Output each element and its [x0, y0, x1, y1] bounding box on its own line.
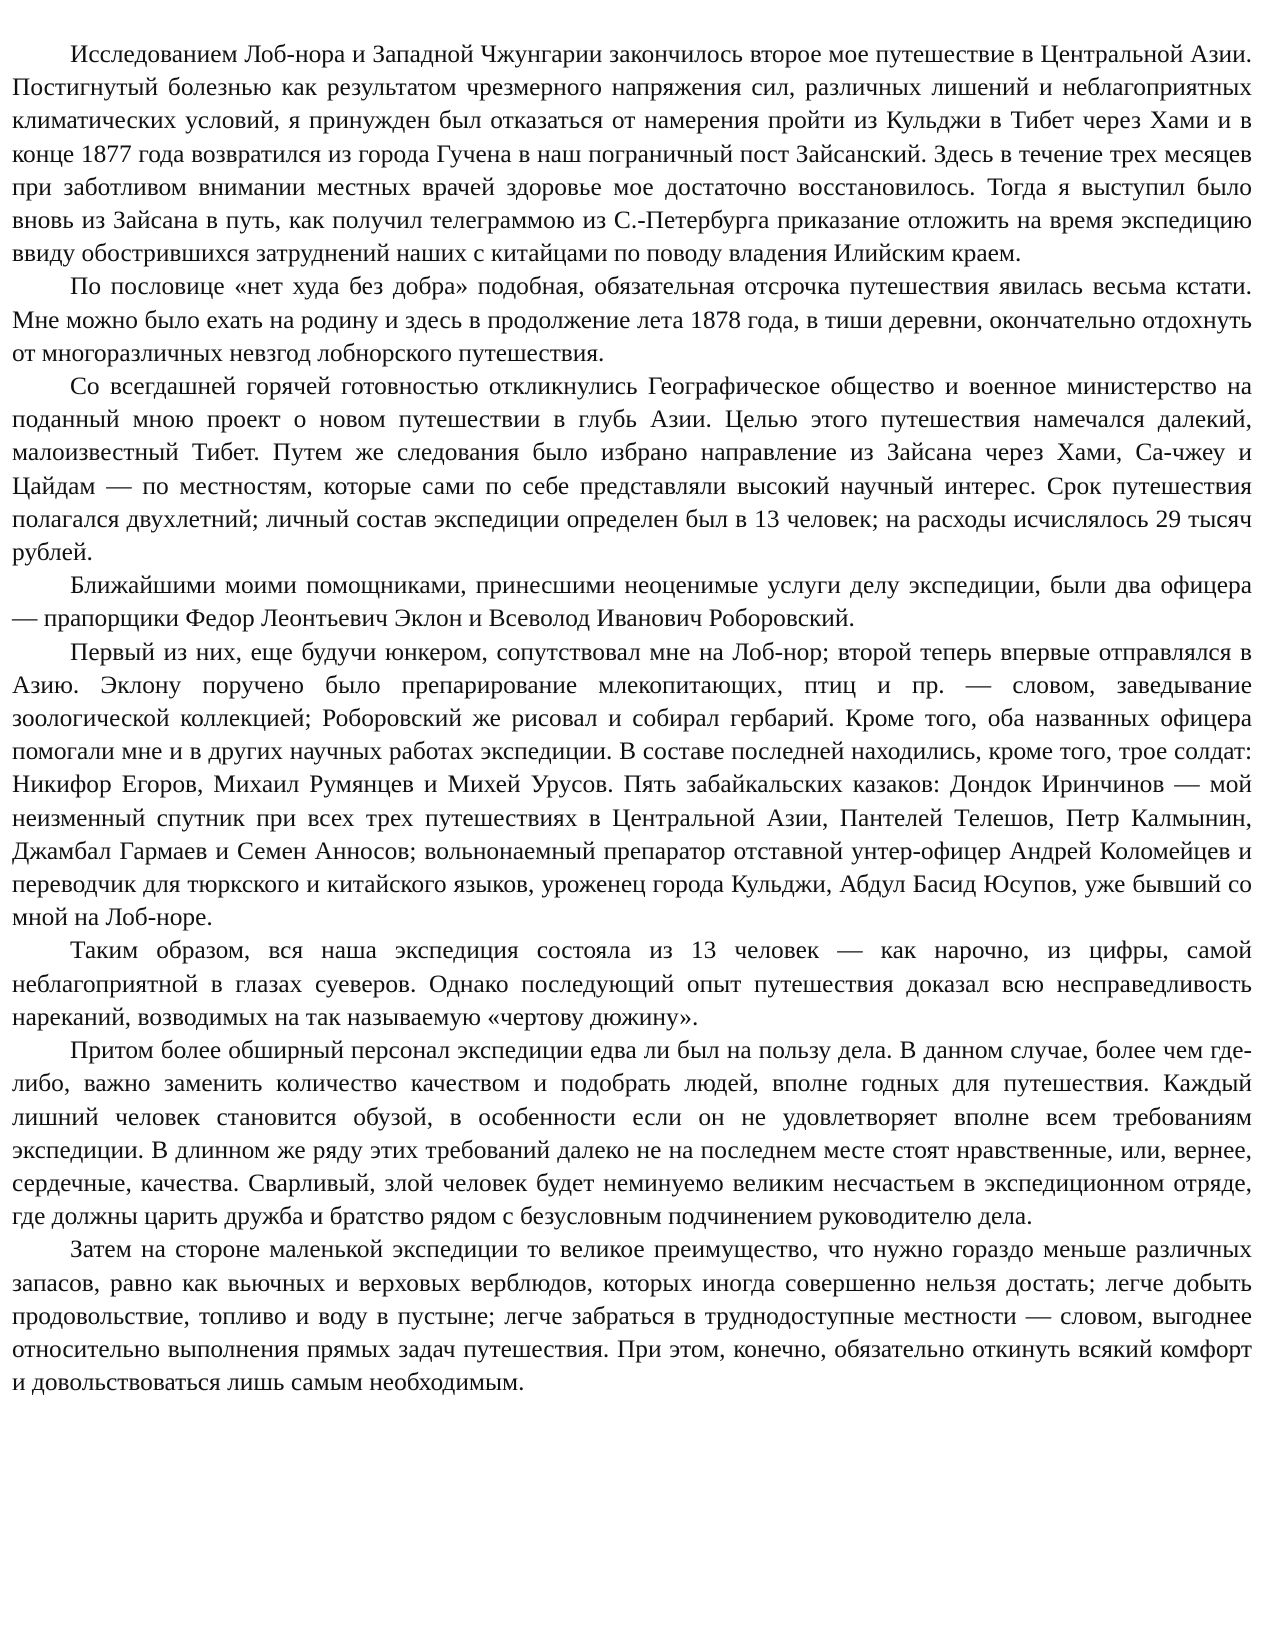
document-page: [12, 38, 1252, 1399]
paragraph-6: Таким образом, вся наша экспедиция состояла из 13 человек — как нарочно, из цифры, самой неблагоприятной в глазах суеверов. Однако последующий опыт путешествия доказал всю несправедливость нареканий, возводимых на так называемую «чертову дюжину».: [12, 936, 1252, 1031]
paragraph-7: Притом более обширный персонал экспедиции едва ли был на пользу дела. В данном случае, более чем где-либо, важно заменить количество качеством и подобрать людей, вполне годных для путешествия. Каждый лишний человек становится обузой, в особенности если он не удовлетворяет вполне всем требованиям экспедиции. В длинном же ряду этих требований далеко не на последнем месте стоят нравственные, или, вернее, сердечные, качества. Сварливый, злой человек будет неминуемо великим несчастьем в экспедиционном отряде, где должны царить дружба и братство рядом с безусловным подчинением руководителю дела.: [12, 1036, 1252, 1231]
paragraph-3: Со всегдашней горячей готовностью откликнулись Географическое общество и военное министерство на поданный мною проект о новом путешествии в глубь Азии. Целью этого путешествия намечался далекий, малоизвестный Тибет. Путем же следования было избрано направление из Зайсана через Хами, Са-чжеу и Цайдам — по местностям, которые сами по себе представляли высокий научный интерес. Срок путешествия полагался двухлетний; личный состав экспедиции определен был в 13 человек; на расходы исчислялось 29 тысяч рублей.: [12, 372, 1252, 567]
paragraph-4: Ближайшими моими помощниками, принесшими неоценимые услуги делу экспедиции, были два офицера — прапорщики Федор Леонтьевич Эклон и Всеволод Иванович Роборовский.: [12, 571, 1252, 633]
paragraph-1: Исследованием Лоб-нора и Западной Чжунгарии закончилось второе мое путешествие в Центральной Азии. Постигнутый болезнью как результатом чрезмерного напряжения сил, различных лишений и неблагоприятных климатических условий, я принужден был отказаться от намерения пройти из Кульджи в Тибет через Хами и в конце 1877 года возвратился из города Гучена в наш пограничный пост Зайсанский. Здесь в течение трех месяцев при заботливом внимании местных врачей здоровье мое достаточно восстановилось. Тогда я выступил было вновь из Зайсана в путь, как получил телеграммою из С.-Петербурга приказание отложить на время экспедицию ввиду обострившихся затруднений наших с китайцами по поводу владения Илийским краем.: [12, 40, 1252, 268]
paragraph-8: Затем на стороне маленькой экспедиции то великое преимущество, что нужно гораздо меньше различных запасов, равно как вьючных и верховых верблюдов, которых иногда совершенно нельзя достать; легче добыть продовольствие, топливо и воду в пустыне; легче забраться в труднодоступные местности — словом, выгоднее относительно выполнения прямых задач путешествия. При этом, конечно, обязательно откинуть всякий комфорт и довольствоваться лишь самым необходимым.: [12, 1235, 1252, 1397]
paragraph-2: По пословице «нет худа без добра» подобная, обязательная отсрочка путешествия явилась весьма кстати. Мне можно было ехать на родину и здесь в продолжение лета 1878 года, в тиши деревни, окончательно отдохнуть от многоразличных невзгод лобнорского путешествия.: [12, 272, 1252, 367]
paragraph-5: Первый из них, еще будучи юнкером, сопутствовал мне на Лоб-нор; второй теперь впервые отправлялся в Азию. Эклону поручено было препарирование млекопитающих, птиц и пр. — словом, заведывание зоологической коллекцией; Роборовский же рисовал и собирал гербарий. Кроме того, оба названных офицера помогали мне и в других научных работах экспедиции. В составе последней находились, кроме того, трое солдат: Никифор Егоров, Михаил Румянцев и Михей Урусов. Пять забайкальских казаков: Дондок Иринчинов — мой неизменный спутник при всех трех путешествиях в Центральной Азии, Пантелей Телешов, Петр Калмынин, Джамбал Гармаев и Семен Анносов; вольнонаемный препаратор отставной унтер-офицер Андрей Коломейцев и переводчик для тюркского и китайского языков, уроженец города Кульджи, Абдул Басид Юсупов, уже бывший со мной на Лоб-норе.: [12, 637, 1252, 932]
